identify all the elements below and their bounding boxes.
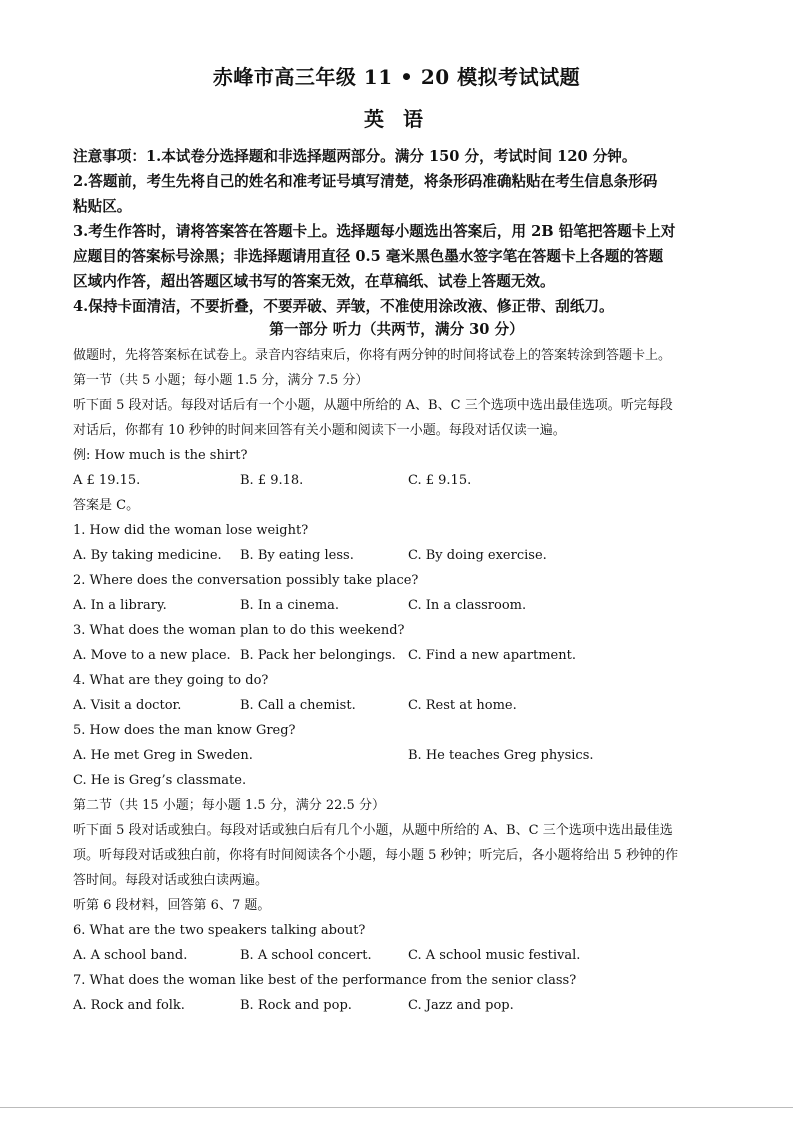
note-line: 2.答题前，考生先将自己的姓名和准考证号填写清楚，将条形码准确粘贴在考生信息条形码: [73, 173, 658, 190]
option-c: C. £ 9.15.: [408, 473, 472, 488]
question-6-options: [73, 943, 723, 968]
question-5-options-ab: [73, 743, 723, 768]
note-line: 应题目的答案标号涂黑；非选择题请用直径 0.5 毫米黑色墨水签字笔在答题卡上各题的答题: [73, 248, 664, 265]
question-7-options: [73, 993, 723, 1018]
example-question: 例: How much is the shirt?: [73, 448, 248, 463]
option-c: C. Find a new apartment.: [408, 648, 576, 663]
question-2: 2. Where does the conversation possibly take place?: [73, 573, 419, 588]
option-a: A. In a library.: [73, 598, 167, 613]
question-3: 3. What does the woman plan to do this weekend?: [73, 623, 405, 638]
footer-divider: [0, 1107, 793, 1108]
note-line: 4.保持卡面清洁，不要折叠，不要弄破、弄皱，不准使用涂改液、修正带、刮纸刀。: [73, 298, 614, 315]
section2-instruction-line: 答时间。每段对话或独白读两遍。: [73, 873, 269, 888]
subject-title: 英 语: [364, 107, 429, 131]
question-2-options: [73, 593, 723, 618]
question-5: 5. How does the man know Greg?: [73, 723, 296, 738]
note-line: 注意事项：1.本试卷分选择题和非选择题两部分。满分 150 分，考试时间 120 分钟。: [73, 148, 637, 165]
option-c: C. He is Greg’s classmate.: [73, 773, 247, 788]
option-a: A. He met Greg in Sweden.: [73, 748, 253, 763]
note-line: 粘贴区。: [73, 198, 132, 215]
option-a: A. A school band.: [73, 948, 188, 963]
section2-instruction-line: 项。听每段对话或独白前，你将有时间阅读各个小题，每小题 5 秒钟；听完后，各小题将给出 5 秒钟的作: [73, 848, 679, 863]
option-b: B. A school concert.: [240, 948, 372, 963]
listening-section: [73, 343, 723, 1018]
section1-instruction-line: 对话后，你都有 10 秒钟的时间来回答有关小题和阅读下一小题。每段对话仅读一遍。: [73, 423, 566, 438]
option-b: B. He teaches Greg physics.: [408, 748, 594, 763]
section1-instruction-line: 听下面 5 段对话。每段对话后有一个小题，从题中所给的 A、B、C 三个选项中选出最佳选项。听完每段: [73, 398, 673, 413]
option-a: A. Rock and folk.: [73, 998, 185, 1013]
option-b: B. Pack her belongings.: [240, 648, 396, 663]
option-c: C. By doing exercise.: [408, 548, 547, 563]
option-c: C. In a classroom.: [408, 598, 527, 613]
option-a: A. By taking medicine.: [73, 548, 222, 563]
option-b: B. Rock and pop.: [240, 998, 352, 1013]
option-b: B. In a cinema.: [240, 598, 340, 613]
example-answer: 答案是 C。: [73, 498, 140, 513]
notes-block: [73, 144, 723, 319]
section2-heading: 第二节（共 15 小题；每小题 1.5 分，满分 22.5 分）: [73, 798, 385, 813]
option-a: A. Move to a new place.: [73, 648, 231, 663]
section2-instruction-line: 听下面 5 段对话或独白。每段对话或独白后有几个小题，从题中所给的 A、B、C 三个选项中选出最佳选: [73, 823, 673, 838]
page-title: 赤峰市高三年级 11 • 20 模拟考试试题: [212, 65, 581, 89]
part1-instruction: 做题时，先将答案标在试卷上。录音内容结束后，你将有两分钟的时间将试卷上的答案转涂到答题卡上。: [73, 348, 672, 363]
option-a: A. Visit a doctor.: [73, 698, 182, 713]
option-c: C. Jazz and pop.: [408, 998, 514, 1013]
question-6: 6. What are the two speakers talking about?: [73, 923, 366, 938]
option-b: B. Call a chemist.: [240, 698, 356, 713]
part1-title: 第一部分 听力（共两节，满分 30 分）: [269, 321, 524, 338]
option-c: C. A school music festival.: [408, 948, 581, 963]
material-6-heading: 听第 6 段材料，回答第 6、7 题。: [73, 898, 271, 913]
note-line: 3.考生作答时，请将答案答在答题卡上。选择题每小题选出答案后，用 2B 铅笔把答题卡上对: [73, 223, 676, 240]
question-4: 4. What are they going to do?: [73, 673, 269, 688]
option-b: B. £ 9.18.: [240, 473, 304, 488]
example-options: [73, 468, 723, 493]
question-7: 7. What does the woman like best of the performance from the senior class?: [73, 973, 577, 988]
option-c: C. Rest at home.: [408, 698, 517, 713]
question-1-options: [73, 543, 723, 568]
option-a: A £ 19.15.: [73, 473, 141, 488]
section1-heading: 第一节（共 5 小题；每小题 1.5 分，满分 7.5 分）: [73, 373, 369, 388]
option-b: B. By eating less.: [240, 548, 354, 563]
note-line: 区域内作答，超出答题区域书写的答案无效，在草稿纸、试卷上答题无效。: [73, 273, 555, 290]
question-1: 1. How did the woman lose weight?: [73, 523, 309, 538]
question-3-options: [73, 643, 723, 668]
question-4-options: [73, 693, 723, 718]
